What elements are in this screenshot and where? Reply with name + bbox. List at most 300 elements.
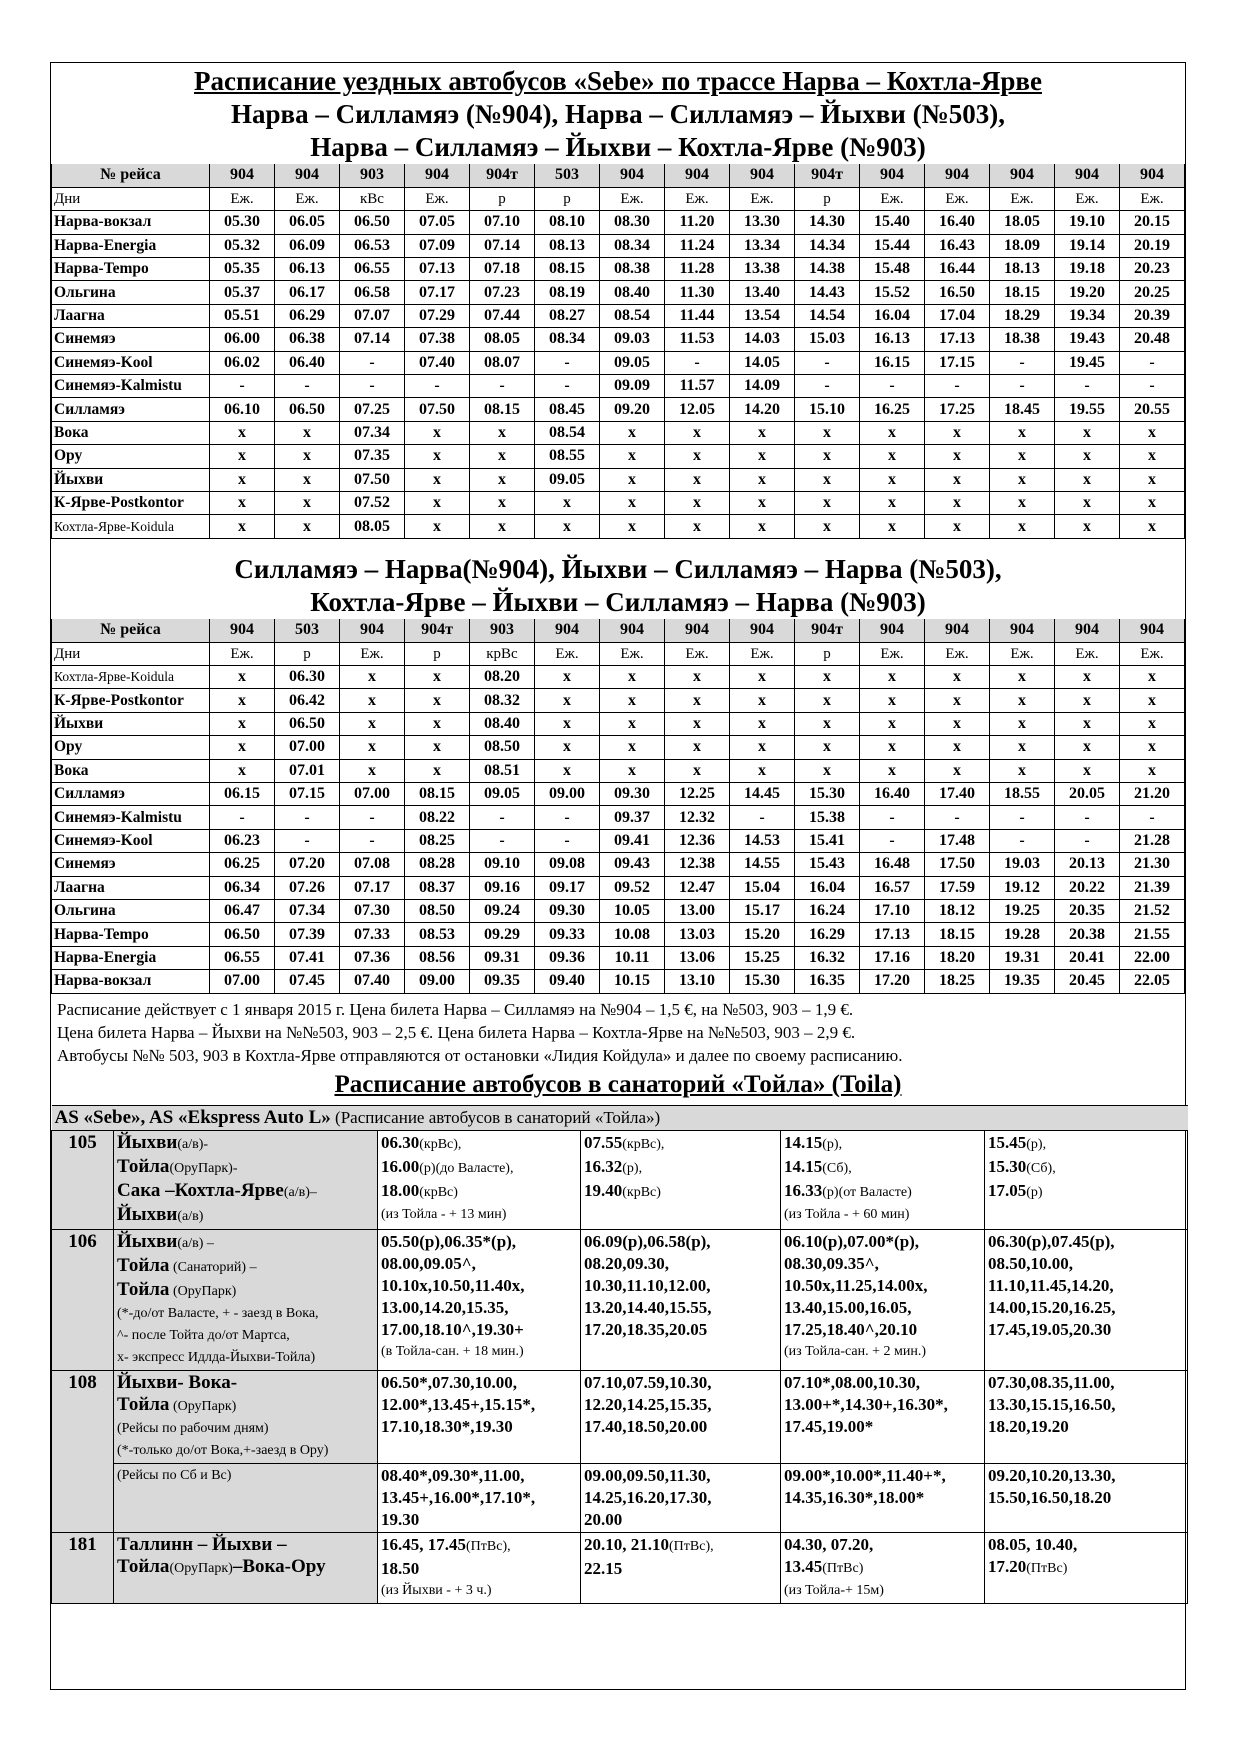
note-line: Цена билета Нарва – Йыхви на №№503, 903 – 2,5 €. Цена билета Нарва – Кохтла-Ярве на №№503, 903 – 2,9 €. — [57, 1022, 856, 1042]
departure-time: 09.20 — [600, 398, 665, 421]
departure-time: x — [405, 445, 470, 468]
departure-time: x — [1120, 689, 1185, 712]
departure-time: 12.47 — [665, 876, 730, 899]
departure-time: 13.38 — [730, 258, 795, 281]
departure-time: x — [470, 491, 535, 514]
departure-time: 12.05 — [665, 398, 730, 421]
route-number: 904 — [990, 619, 1055, 642]
departure-time: 10.11 — [600, 946, 665, 969]
stop-row — [52, 375, 1185, 398]
departure-time: 05.32 — [210, 234, 275, 257]
departure-time: 07.10 — [470, 211, 535, 234]
departure-time: 15.41 — [795, 829, 860, 852]
departure-time: 06.13 — [275, 258, 340, 281]
day-code: Еж. — [210, 642, 275, 665]
departure-time: x — [925, 515, 990, 538]
stop-row — [52, 923, 1185, 946]
departure-time: 07.01 — [275, 759, 340, 782]
departure-time: x — [1055, 689, 1120, 712]
stop-name: К-Ярве-Postkontor — [52, 491, 210, 514]
departure-time: 07.23 — [470, 281, 535, 304]
route-number: 904т — [795, 619, 860, 642]
departure-time: 08.40 — [600, 281, 665, 304]
departure-time: x — [665, 666, 730, 689]
departure-time: 13.10 — [665, 970, 730, 993]
route-number: 903 — [340, 164, 405, 187]
departure-time: 07.26 — [275, 876, 340, 899]
departure-time: - — [535, 351, 600, 374]
departure-time: 15.17 — [730, 899, 795, 922]
departure-time: - — [860, 375, 925, 398]
departure-time: 08.13 — [535, 234, 600, 257]
departure-time: x — [1120, 468, 1185, 491]
route-number: 904 — [730, 619, 795, 642]
day-code: р — [470, 187, 535, 210]
departure-time: 15.20 — [730, 923, 795, 946]
departure-time: 16.04 — [860, 304, 925, 327]
departure-time: 17.13 — [925, 328, 990, 351]
departure-time: 08.07 — [470, 351, 535, 374]
route-number: 904 — [1120, 164, 1185, 187]
departure-time: 16.40 — [925, 211, 990, 234]
departure-time: 16.40 — [860, 782, 925, 805]
days-label: Дни — [52, 187, 210, 210]
departure-time: x — [795, 515, 860, 538]
departure-time: - — [405, 375, 470, 398]
departure-time: 07.50 — [340, 468, 405, 491]
departure-time: x — [1120, 421, 1185, 444]
departure-time: x — [405, 421, 470, 444]
departure-time: x — [795, 666, 860, 689]
departure-time: - — [535, 806, 600, 829]
departure-time: x — [600, 445, 665, 468]
departure-time: x — [795, 421, 860, 444]
route-number: 503 — [535, 164, 600, 187]
departure-time: 07.00 — [275, 736, 340, 759]
route-number: 181 — [52, 1532, 114, 1603]
departure-time: - — [990, 806, 1055, 829]
stop-row — [52, 445, 1185, 468]
operators: AS «Sebe», AS «Ekspress Auto L» (Расписание автобусов в санаторий «Тойла») — [52, 1105, 1188, 1130]
departure-time: 15.10 — [795, 398, 860, 421]
departure-time: 09.29 — [470, 923, 535, 946]
schedule-page — [50, 62, 1186, 1690]
departure-time: x — [470, 421, 535, 444]
departure-time: 07.17 — [340, 876, 405, 899]
departure-time: x — [730, 445, 795, 468]
departure-time: 08.51 — [470, 759, 535, 782]
departure-time: 17.15 — [925, 351, 990, 374]
departure-time: - — [795, 375, 860, 398]
departure-time: 20.41 — [1055, 946, 1120, 969]
departure-time: x — [405, 491, 470, 514]
departure-time: 08.54 — [535, 421, 600, 444]
departure-time: 09.24 — [470, 899, 535, 922]
departure-time: - — [1120, 806, 1185, 829]
departure-time: 16.25 — [860, 398, 925, 421]
departure-time: 06.02 — [210, 351, 275, 374]
stop-name: Синемяэ-Kalmistu — [52, 375, 210, 398]
departure-time: 09.36 — [535, 946, 600, 969]
stop-name: Силламяэ — [52, 398, 210, 421]
stop-name: Ольгина — [52, 281, 210, 304]
times-cell: 06.50*,07.30,10.00, 12.00*,13.45+,15.15*, 17.10,18.30*,19.30 — [378, 1370, 581, 1463]
departure-time: - — [340, 806, 405, 829]
stop-row — [52, 853, 1185, 876]
departure-time: x — [210, 712, 275, 735]
departure-time: x — [340, 666, 405, 689]
route-number: 904 — [665, 164, 730, 187]
day-code: р — [535, 187, 600, 210]
departure-time: x — [405, 712, 470, 735]
departure-time: - — [665, 351, 730, 374]
departure-time: 14.20 — [730, 398, 795, 421]
timetable-narva-kohtla-jarve — [51, 164, 1185, 539]
departure-time: x — [470, 468, 535, 491]
departure-time: 13.54 — [730, 304, 795, 327]
departure-time: x — [925, 421, 990, 444]
departure-time: x — [665, 445, 730, 468]
timetable-kohtla-jarve-narva — [51, 619, 1185, 994]
times-cell: 07.10,07.59,10.30, 12.20,14.25,15.35, 17.40,18.50,20.00 — [581, 1370, 781, 1463]
departure-time: 09.40 — [535, 970, 600, 993]
departure-time: 15.48 — [860, 258, 925, 281]
departure-time: 19.43 — [1055, 328, 1120, 351]
route-108-weekday-row — [52, 1370, 1188, 1463]
departure-time: 06.58 — [340, 281, 405, 304]
day-code: Еж. — [665, 642, 730, 665]
departure-time: x — [210, 468, 275, 491]
departure-time: x — [1055, 421, 1120, 444]
departure-time: 07.40 — [405, 351, 470, 374]
departure-time: 16.48 — [860, 853, 925, 876]
times-cell: 04.30, 07.20, 13.45(ПтВс) (из Тойла-+ 15м) — [781, 1532, 985, 1603]
route-number: 904 — [1055, 619, 1120, 642]
toila-title: Расписание автобусов в санаторий «Тойла» (Toila) — [334, 1070, 902, 1098]
route-number: 904 — [210, 164, 275, 187]
departure-time: x — [210, 491, 275, 514]
departure-time: 06.10 — [210, 398, 275, 421]
departure-time: 16.24 — [795, 899, 860, 922]
stop-name: Синемяэ-Kalmistu — [52, 806, 210, 829]
departure-time: 19.18 — [1055, 258, 1120, 281]
departure-time: 18.09 — [990, 234, 1055, 257]
departure-time: 08.55 — [535, 445, 600, 468]
departure-time: 07.00 — [340, 782, 405, 805]
departure-time: 07.00 — [210, 970, 275, 993]
departure-time: x — [600, 515, 665, 538]
title-block-1 — [51, 63, 1185, 164]
departure-time: x — [990, 736, 1055, 759]
departure-time: 13.06 — [665, 946, 730, 969]
departure-time: x — [535, 712, 600, 735]
departure-time: 20.19 — [1120, 234, 1185, 257]
departure-time: x — [210, 515, 275, 538]
route-number: 904 — [925, 619, 990, 642]
departure-time: 16.44 — [925, 258, 990, 281]
departure-time: - — [535, 829, 600, 852]
departure-time: 10.05 — [600, 899, 665, 922]
stop-row — [52, 736, 1185, 759]
days-row — [52, 187, 1185, 210]
departure-time: 09.08 — [535, 853, 600, 876]
departure-time: 09.35 — [470, 970, 535, 993]
departure-time: x — [340, 759, 405, 782]
departure-time: 19.35 — [990, 970, 1055, 993]
day-code: Еж. — [990, 187, 1055, 210]
departure-time: 07.05 — [405, 211, 470, 234]
departure-time: 11.53 — [665, 328, 730, 351]
departure-time: 08.15 — [535, 258, 600, 281]
departure-time: 09.05 — [600, 351, 665, 374]
departure-time: x — [535, 491, 600, 514]
departure-time: - — [340, 375, 405, 398]
departure-time: 19.20 — [1055, 281, 1120, 304]
departure-time: 07.18 — [470, 258, 535, 281]
departure-time: x — [925, 468, 990, 491]
departure-time: 21.28 — [1120, 829, 1185, 852]
departure-time: 11.57 — [665, 375, 730, 398]
day-code: Еж. — [275, 187, 340, 210]
stop-name: Ору — [52, 445, 210, 468]
departure-time: 17.59 — [925, 876, 990, 899]
title-line-2: Нарва – Силламяэ (№904), Нарва – Силламяэ – Йыхви (№503), — [231, 99, 1005, 129]
departure-time: 08.30 — [600, 211, 665, 234]
departure-time: 17.48 — [925, 829, 990, 852]
route-number-row — [52, 619, 1185, 642]
departure-time: 18.13 — [990, 258, 1055, 281]
route-105-row — [52, 1130, 1188, 1229]
toila-schedule — [51, 1105, 1188, 1604]
day-code: Еж. — [1055, 642, 1120, 665]
departure-time: x — [210, 421, 275, 444]
departure-time: 11.20 — [665, 211, 730, 234]
departure-time: 06.55 — [340, 258, 405, 281]
times-cell: 09.20,10.20,13.30, 15.50,16.50,18.20 — [985, 1463, 1188, 1532]
departure-time: x — [730, 666, 795, 689]
departure-time: 07.33 — [340, 923, 405, 946]
departure-time: 12.36 — [665, 829, 730, 852]
departure-time: x — [1120, 666, 1185, 689]
times-cell: 06.10(р),07.00*(р), 08.30,09.35^, 10.50х,11.25,14.00х, 13.40,15.00,16.05, 17.25,18.40^,20.10 (из Тойла-сан. + 2 мин.) — [781, 1229, 985, 1370]
departure-time: x — [210, 666, 275, 689]
departure-time: x — [600, 759, 665, 782]
departure-time: 16.15 — [860, 351, 925, 374]
departure-time: 18.45 — [990, 398, 1055, 421]
departure-time: 07.14 — [340, 328, 405, 351]
stop-name: Вока — [52, 421, 210, 444]
day-code: Еж. — [665, 187, 730, 210]
times-cell: 07.55(крВс), 16.32(р), 19.40(крВс) — [581, 1130, 781, 1229]
departure-time: - — [275, 806, 340, 829]
departure-time: 08.53 — [405, 923, 470, 946]
departure-time: 05.37 — [210, 281, 275, 304]
note-line: Расписание действует с 1 января 2015 г. Цена билета Нарва – Силламяэ на №904 – 1,5 €, на №503, 903 – 1,9 €. — [57, 999, 854, 1019]
departure-time: - — [925, 375, 990, 398]
stop-name: Кохтла-Ярве-Koidula — [52, 666, 210, 689]
departure-time: 08.22 — [405, 806, 470, 829]
stop-row — [52, 899, 1185, 922]
departure-time: x — [860, 468, 925, 491]
stop-row — [52, 712, 1185, 735]
departure-time: x — [1055, 666, 1120, 689]
route-number: 904 — [990, 164, 1055, 187]
day-code: Еж. — [340, 642, 405, 665]
departure-time: - — [1055, 375, 1120, 398]
route-181-row — [52, 1532, 1188, 1603]
departure-time: 13.03 — [665, 923, 730, 946]
stop-name: Йыхви — [52, 712, 210, 735]
day-code: Еж. — [1055, 187, 1120, 210]
departure-time: 15.43 — [795, 853, 860, 876]
departure-time: x — [405, 736, 470, 759]
note-line: Автобусы №№ 503, 903 в Кохтла-Ярве отправляются от остановки «Лидия Койдула» и далее по своему расписанию. — [57, 1045, 903, 1065]
departure-time: x — [925, 759, 990, 782]
departure-time: 06.30 — [275, 666, 340, 689]
departure-time: x — [665, 689, 730, 712]
notes — [51, 994, 1185, 1067]
stop-name: Синемяэ-Kool — [52, 829, 210, 852]
day-code: Еж. — [405, 187, 470, 210]
stop-row — [52, 234, 1185, 257]
departure-time: 09.31 — [470, 946, 535, 969]
departure-time: - — [1055, 829, 1120, 852]
departure-time: x — [795, 491, 860, 514]
departure-time: 20.15 — [1120, 211, 1185, 234]
departure-time: 06.05 — [275, 211, 340, 234]
return-title-line-2: Кохтла-Ярве – Йыхви – Силламяэ – Нарва (№903) — [310, 586, 926, 617]
departure-time: 07.40 — [340, 970, 405, 993]
departure-time: x — [535, 759, 600, 782]
route-number: 904т — [405, 619, 470, 642]
departure-time: 08.19 — [535, 281, 600, 304]
departure-time: 18.05 — [990, 211, 1055, 234]
departure-time: - — [1120, 351, 1185, 374]
departure-time: 21.39 — [1120, 876, 1185, 899]
departure-time: x — [275, 491, 340, 514]
departure-time: 10.08 — [600, 923, 665, 946]
departure-time: 13.30 — [730, 211, 795, 234]
route-number: 904т — [795, 164, 860, 187]
departure-time: x — [210, 689, 275, 712]
route-number: 904 — [600, 164, 665, 187]
departure-time: 08.45 — [535, 398, 600, 421]
route-number: 904 — [1120, 619, 1185, 642]
departure-time: x — [1055, 759, 1120, 782]
departure-time: 07.36 — [340, 946, 405, 969]
departure-time: 09.05 — [535, 468, 600, 491]
departure-time: 07.50 — [405, 398, 470, 421]
stop-row — [52, 304, 1185, 327]
departure-time: 06.25 — [210, 853, 275, 876]
departure-time: - — [210, 806, 275, 829]
departure-time: 10.15 — [600, 970, 665, 993]
departure-time: 20.39 — [1120, 304, 1185, 327]
departure-time: - — [990, 351, 1055, 374]
stop-name: Синемяэ — [52, 853, 210, 876]
departure-time: 09.41 — [600, 829, 665, 852]
stop-row — [52, 258, 1185, 281]
departure-time: x — [535, 736, 600, 759]
departure-time: 08.15 — [470, 398, 535, 421]
departure-time: 05.51 — [210, 304, 275, 327]
departure-time: 17.10 — [860, 899, 925, 922]
departure-time: x — [860, 421, 925, 444]
day-code: Еж. — [860, 187, 925, 210]
departure-time: 11.24 — [665, 234, 730, 257]
departure-time: 14.54 — [795, 304, 860, 327]
departure-time: - — [275, 375, 340, 398]
times-cell: 07.30,08.35,11.00, 13.30,15.15,16.50, 18.20,19.20 — [985, 1370, 1188, 1463]
route-name: Таллинн – Йыхви – Тойла(ОруПарк)–Вока-Ору — [114, 1532, 378, 1603]
route-number: 903 — [470, 619, 535, 642]
departure-time: 06.50 — [340, 211, 405, 234]
departure-time: - — [210, 375, 275, 398]
departure-time: x — [600, 491, 665, 514]
departure-time: x — [665, 712, 730, 735]
departure-time: x — [860, 689, 925, 712]
departure-time: x — [990, 421, 1055, 444]
day-code: Еж. — [925, 187, 990, 210]
times-cell: 16.45, 17.45(ПтВс), 18.50 (из Йыхви - + 3 ч.) — [378, 1532, 581, 1603]
day-code: кВс — [340, 187, 405, 210]
stop-name: Лаагна — [52, 876, 210, 899]
departure-time: 19.25 — [990, 899, 1055, 922]
departure-time: 08.15 — [405, 782, 470, 805]
route-label: № рейса — [52, 164, 210, 187]
departure-time: 14.43 — [795, 281, 860, 304]
stop-row — [52, 281, 1185, 304]
departure-time: 07.34 — [340, 421, 405, 444]
route-number: 106 — [52, 1229, 114, 1370]
departure-time: 18.55 — [990, 782, 1055, 805]
departure-time: 12.38 — [665, 853, 730, 876]
times-cell: 08.05, 10.40, 17.20(ПтВс) — [985, 1532, 1188, 1603]
departure-time: 17.40 — [925, 782, 990, 805]
departure-time: 16.43 — [925, 234, 990, 257]
departure-time: x — [925, 491, 990, 514]
stop-name: Нарва-Energia — [52, 946, 210, 969]
stop-row — [52, 468, 1185, 491]
route-108-weekend-row — [52, 1463, 1188, 1532]
departure-time: x — [275, 515, 340, 538]
departure-time: 07.38 — [405, 328, 470, 351]
departure-time: x — [405, 515, 470, 538]
departure-time: 22.05 — [1120, 970, 1185, 993]
departure-time: 08.05 — [470, 328, 535, 351]
title-block-2 — [51, 539, 1185, 619]
departure-time: 14.09 — [730, 375, 795, 398]
departure-time: x — [990, 445, 1055, 468]
departure-time: x — [730, 421, 795, 444]
departure-time: - — [535, 375, 600, 398]
departure-time: 16.50 — [925, 281, 990, 304]
departure-time: 07.34 — [275, 899, 340, 922]
departure-time: 18.25 — [925, 970, 990, 993]
departure-time: 07.35 — [340, 445, 405, 468]
departure-time: x — [535, 515, 600, 538]
route-number: 904 — [665, 619, 730, 642]
departure-time: 09.00 — [405, 970, 470, 993]
departure-time: 17.25 — [925, 398, 990, 421]
departure-time: 07.25 — [340, 398, 405, 421]
departure-time: x — [990, 491, 1055, 514]
departure-time: 07.08 — [340, 853, 405, 876]
day-code: Еж. — [210, 187, 275, 210]
times-cell: 06.30(р),07.45(р), 08.50,10.00, 11.10,11.45,14.20, 14.00,15.20,16.25, 17.45,19.05,20.30 — [985, 1229, 1188, 1370]
departure-time: 14.53 — [730, 829, 795, 852]
departure-time: x — [665, 736, 730, 759]
